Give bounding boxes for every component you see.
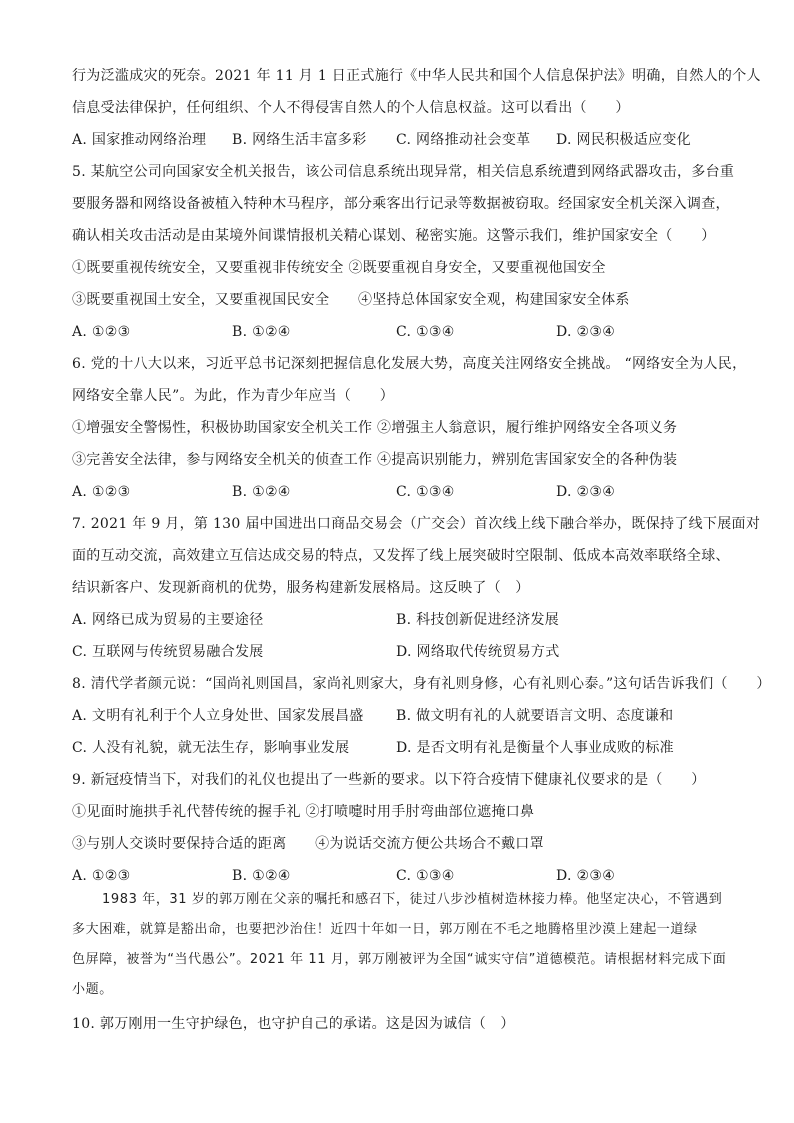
q5-option-c: C. ①③④ — [396, 324, 455, 340]
q4-option-c: C. 网络推动社会变革 — [396, 132, 531, 148]
q7-option-d: D. 网络取代传统贸易方式 — [396, 644, 560, 660]
q9-statements-line-2: ③与别人交谈时要保持合适的距离 ④为说话交流方便公共场合不戴口罩 — [72, 836, 544, 852]
q8-option-c: C. 人没有礼貌，就无法生存，影响事业发展 — [72, 740, 350, 756]
material-paragraph-line-1: 1983 年，31 岁的郭万刚在父亲的嘱托和感召下，徒过八步沙植树造林接力棒。他坚定决心，不管遇到 — [102, 892, 723, 907]
q5-option-d: D. ②③④ — [556, 324, 616, 340]
q4-option-a: A. 国家推动网络治理 — [72, 132, 207, 148]
q8-option-b: B. 做文明有礼的人就要语言文明、态度谦和 — [396, 708, 674, 724]
q6-option-c: C. ①③④ — [396, 484, 455, 500]
q9-option-d: D. ②③④ — [556, 868, 616, 884]
q6-option-a: A. ①②③ — [72, 484, 131, 500]
q7-stem-line-2: 面的互动交流，高效建立互信达成交易的特点，又发挥了线上展突破时空限制、低成本高效率联络全球、 — [72, 548, 730, 564]
q6-statements-line-2: ③完善安全法律，参与网络安全机关的侦查工作 ④提高识别能力，辨别危害国家安全的各种伪装 — [72, 452, 678, 468]
q7-stem-line-1: 7. 2021 年 9 月，第 130 届中国进出口商品交易会（广交会）首次线上线下融合举办，既保持了线下展面对 — [72, 516, 761, 532]
q6-option-b: B. ①②④ — [232, 484, 291, 500]
q8-option-d: D. 是否文明有礼是衡量个人事业成败的标准 — [396, 740, 674, 756]
q4-stem-line-2: 信息受法律保护，任何组织、个人不得侵害自然人的个人信息权益。这可以看出（ ） — [72, 100, 630, 116]
q7-option-b: B. 科技创新促进经济发展 — [396, 612, 560, 628]
q5-option-a: A. ①②③ — [72, 324, 131, 340]
q6-option-d: D. ②③④ — [556, 484, 616, 500]
q4-option-b: B. 网络生活丰富多彩 — [232, 132, 367, 148]
q5-stem-line-1: 5. 某航空公司向国家安全机关报告，该公司信息系统出现异常，相关信息系统遭到网络武器攻击，多台重 — [72, 164, 735, 180]
q5-stem-line-3: 确认相关攻击活动是由某境外间谍情报机关精心谋划、秘密实施。这警示我们，维护国家安全（ ） — [72, 228, 716, 244]
q4-option-d: D. 网民积极适应变化 — [556, 132, 691, 148]
q9-option-c: C. ①③④ — [396, 868, 455, 884]
material-paragraph-line-3: 色屏障，被誉为“当代愚公”。2021 年 11 月，郭万刚被评为全国“诚实守信”道德模范。请根据材料完成下面 — [72, 952, 727, 967]
material-paragraph-line-2: 多大困难，就算是豁出命，也要把沙治住！近四十年如一日，郭万刚在不毛之地腾格里沙漠上建起一道绿 — [72, 922, 698, 937]
q7-option-c: C. 互联网与传统贸易融合发展 — [72, 644, 264, 660]
q5-option-b: B. ①②④ — [232, 324, 291, 340]
q9-option-b: B. ①②④ — [232, 868, 291, 884]
q8-option-a: A. 文明有礼利于个人立身处世、国家发展昌盛 — [72, 708, 364, 724]
q5-statements-line-1: ①既要重视传统安全，又要重视非传统安全 ②既要重视自身安全，又要重视他国安全 — [72, 260, 606, 276]
q9-stem-line-1: 9. 新冠疫情当下，对我们的礼仪也提出了一些新的要求。以下符合疫情下健康礼仪要求的是（ ） — [72, 772, 706, 788]
q7-stem-line-3: 结识新客户、发现新商机的优势，服务构建新发展格局。这反映了（ ） — [72, 580, 530, 596]
material-paragraph-line-4: 小题。 — [72, 982, 113, 997]
q4-stem-line-1: 行为泛滥成灾的死奈。2021 年 11 月 1 日正式施行《中华人民共和国个人信息保护法》明确，自然人的个人 — [72, 68, 761, 84]
q5-statements-line-2: ③既要重视国土安全，又要重视国民安全 ④坚持总体国家安全观，构建国家安全体系 — [72, 292, 630, 308]
q9-option-a: A. ①②③ — [72, 868, 131, 884]
q7-option-a: A. 网络已成为贸易的主要途径 — [72, 612, 264, 628]
q6-stem-line-1: 6. 党的十八大以来，习近平总书记深刻把握信息化发展大势，高度关注网络安全挑战。 “网络安全为人民， — [72, 356, 747, 372]
q8-stem-line-1: 8. 清代学者颜元说：“国尚礼则国昌，家尚礼则家大，身有礼则身修，心有礼则心泰。”这句话告诉我们（ ） — [72, 676, 771, 692]
q5-stem-line-2: 要服务器和网络设备被植入特种木马程序，部分乘客出行记录等数据被窃取。经国家安全机关深入调查， — [72, 196, 730, 212]
q9-statements-line-1: ①见面时施拱手礼代替传统的握手礼 ②打喷嚏时用手肘弯曲部位遮掩口鼻 — [72, 804, 535, 820]
q6-stem-line-2: 网络安全靠人民”。为此，作为青少年应当（ ） — [72, 388, 395, 404]
q6-statements-line-1: ①增强安全警惕性，积极协助国家安全机关工作 ②增强主人翁意识，履行维护网络安全各项义务 — [72, 420, 678, 436]
q10-stem-line-1: 10. 郭万刚用一生守护绿色，也守护自己的承诺。这是因为诚信（ ） — [72, 1016, 515, 1032]
